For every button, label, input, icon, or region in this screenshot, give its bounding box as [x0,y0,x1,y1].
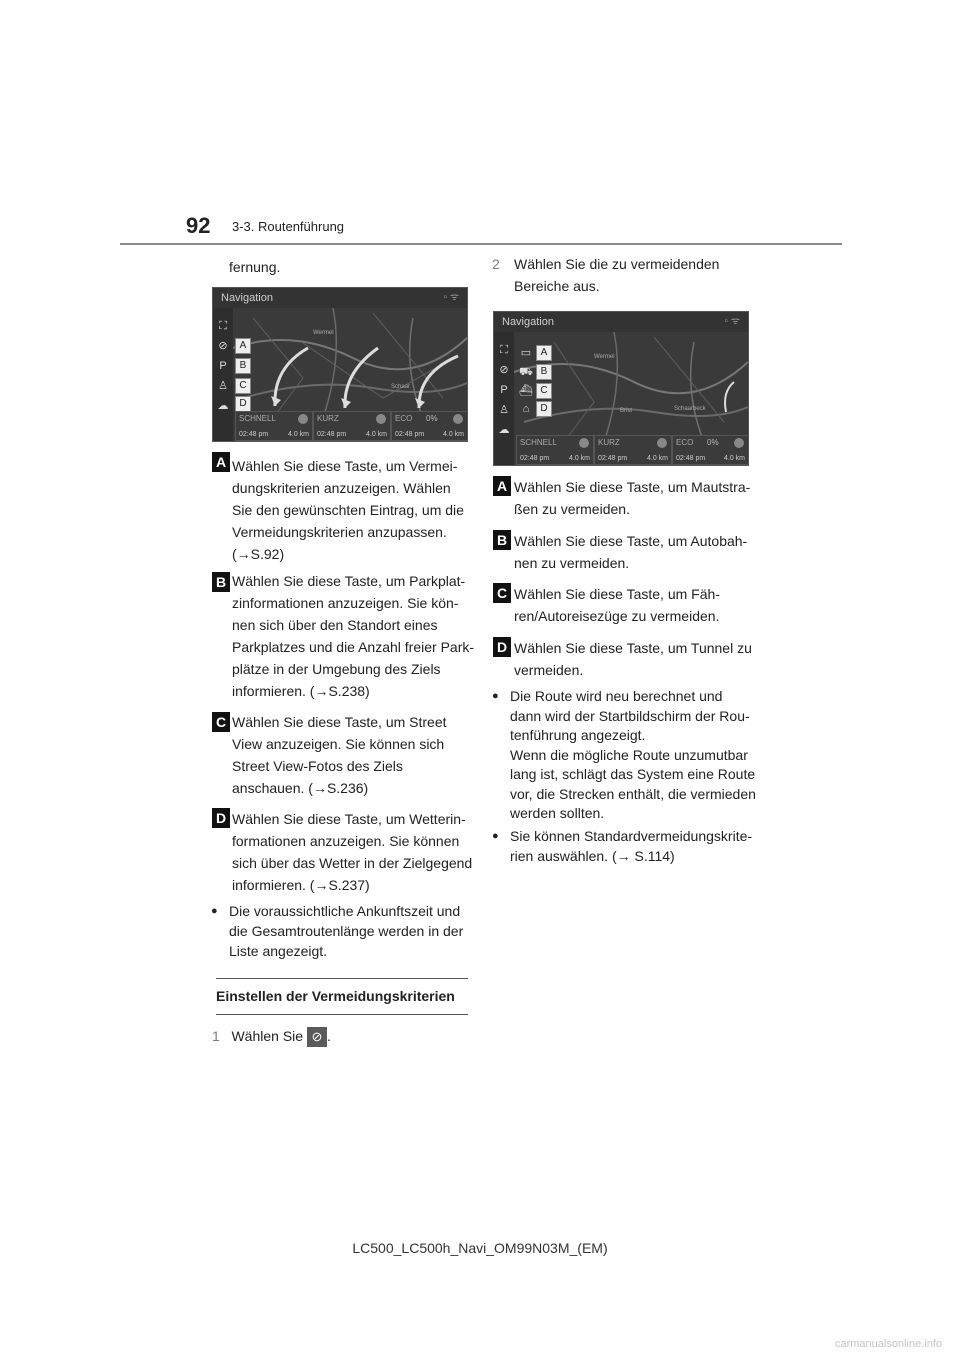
badge-c: C [212,712,230,732]
weather-icon[interactable]: ☁ [498,424,510,436]
map-label: Schaarbeck [674,406,706,412]
weather-icon[interactable]: ☁ [217,400,229,412]
item-c-text: Wählen Sie diese Taste, um Street View anzuzeigen. Sie können sich Street View-Fotos des Ziels anschauen. (→S.236) [232,714,447,796]
map-label: Wermel [594,354,615,360]
status-icons: ▫ ᯤ [724,316,740,327]
item-c-text: Wählen Sie diese Taste, um Fäh- ren/Autoreisezüge zu vermeiden. [514,586,720,624]
nav-title-bar [494,312,748,332]
callout-b: B [536,364,552,380]
subheading-avoid-criteria: Einstellen der Vermeidungskriterien [216,978,468,1015]
nav-sidebar [494,332,514,465]
step-1: 1 Wählen Sie ⊘ . [212,1025,331,1047]
bullet-recalculate: ● Die Route wird neu berechnet und dann wird der Startbildschirm der Rou- tenführung angezeigt. Wenn die mögliche Route unzumutbar lang ist, schlägt das System eine Route vor, die Strecken enthält, die vermieden werden sollten. [510,687,760,824]
map-label: Brist [620,408,632,414]
item-b-text: Wählen Sie diese Taste, um Parkplat- zinformationen anzuzeigen. Sie kön- nen sich über den Standort eines Parkplatzes und die Anzahl freier Park- plätze in der Umgebung des Ziels informieren. (→S.238) [232,573,475,699]
intro-text: fernung. [229,259,281,275]
avoid-icon[interactable]: ⊘ [499,364,509,376]
nav-title-bar [213,288,467,308]
callout-a: A [235,338,251,354]
callout-b: B [235,358,251,374]
badge-a: A [212,452,230,472]
route-option-short[interactable]: KURZ 02:48 pm 4.0 km [313,411,391,441]
avoid-icon[interactable]: ⊘ [218,340,228,352]
badge-d: D [212,808,230,828]
nav-screenshot-left [212,287,468,442]
bullet-default-criteria: ● Sie können Standardvermeidungskrite- rien auswählen. (→ S.114) [510,827,752,866]
page-number: 92 [186,213,211,238]
badge-b: B [493,530,511,550]
parking-icon[interactable]: P [219,360,227,372]
ferry-icon[interactable]: ⛴ [519,385,533,397]
document-footer: LC500_LC500h_Navi_OM99N03M_(EM) [352,1240,608,1256]
fullscreen-icon[interactable]: ⛶ [500,344,508,356]
map-label: Wermel [313,330,334,336]
nav-screenshot-right [493,311,749,466]
watermark: carmanualsonline.info [834,1338,942,1350]
prohibited-sign-icon: ⊘ [307,1027,327,1047]
route-option-fast[interactable]: SCHNELL 02:48 pm 4.0 km [516,435,594,465]
badge-d: D [493,637,511,657]
item-a-text: Wählen Sie diese Taste, um Vermei- dungskriterien anzuzeigen. Wählen Sie den gewünschten Eintrag, um die Vermeidungskriterien anzupassen. (→S.92) [232,458,464,562]
route-options [235,411,467,441]
streetview-icon[interactable]: ♙ [499,404,509,416]
nav-title: Navigation [221,292,273,304]
route-option-fast[interactable]: SCHNELL 02:48 pm 4.0 km [235,411,313,441]
header-rule [120,243,842,245]
status-icons: ▫ ᯤ [443,292,459,303]
item-d-text: Wählen Sie diese Taste, um Tunnel zu vermeiden. [514,640,752,678]
toll-road-icon[interactable]: ▭ [520,347,532,359]
item-b-text: Wählen Sie diese Taste, um Autobah- nen zu vermeiden. [514,533,748,571]
callout-d: D [536,401,552,417]
badge-a: A [493,476,511,496]
nav-sidebar [213,308,233,441]
fullscreen-icon[interactable]: ⛶ [219,320,227,332]
route-option-short[interactable]: KURZ 02:48 pm 4.0 km [594,435,672,465]
section-title: 3-3. Routenführung [232,219,345,234]
streetview-icon[interactable]: ♙ [218,380,228,392]
item-d-text: Wählen Sie diese Taste, um Wetterin- formationen anzuzeigen. Sie können sich über das Wetter in der Zielgegend informieren. (→S.237) [232,811,473,893]
bullet-arrival: ● Die voraussichtliche Ankunftszeit und die Gesamtroutenlänge werden in der Liste angezeigt. [229,901,463,961]
nav-title: Navigation [502,316,554,328]
badge-b: B [212,572,230,592]
motorway-icon[interactable]: ⛟ [519,366,533,378]
badge-c: C [493,583,511,603]
callout-c: C [536,383,552,399]
tunnel-icon[interactable]: ⌂ [522,403,530,415]
route-options [516,435,748,465]
callout-a: A [536,345,552,361]
route-option-eco[interactable]: ECO 0% 02:48 pm 4.0 km [391,411,468,441]
route-option-eco[interactable]: ECO 0% 02:48 pm 4.0 km [672,435,749,465]
item-a-text: Wählen Sie diese Taste, um Mautstra- ßen zu vermeiden. [514,479,751,517]
callout-d: D [235,396,251,412]
parking-icon[interactable]: P [500,384,508,396]
callout-c: C [235,378,251,394]
step-2: 2 Wählen Sie die zu vermeidenden Bereiche aus. [492,256,720,294]
map-label: Schaar [391,384,411,390]
